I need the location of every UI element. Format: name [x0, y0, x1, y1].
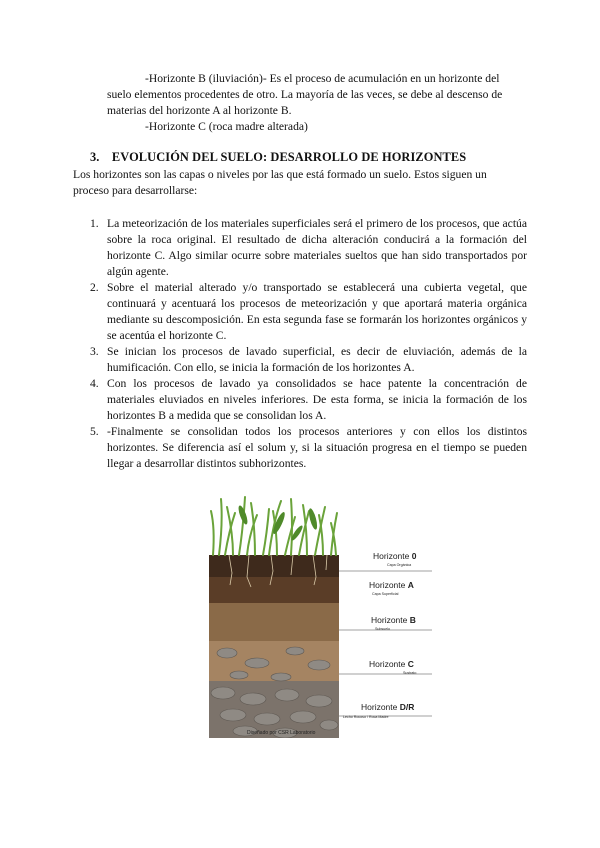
horizon-sub: Capa Orgánica: [387, 563, 412, 567]
horizon-b-line: materias del horizonte A al horizonte B.: [107, 104, 292, 117]
figure-credit: Diseñado por CSR Laboratorio: [247, 730, 316, 736]
lead-line: Los horizontes son las capas o niveles por las que está formado un suelo. Estos siguen un: [73, 168, 487, 181]
list-item: [90, 344, 527, 376]
item-number: 3.: [90, 345, 99, 358]
horizon-label-c: [369, 659, 416, 675]
horizon-label-0: [373, 551, 417, 567]
horizon-sub: Lecho Rocoso / Roca Madre: [343, 715, 389, 719]
horizon-sub: Sustrato: [403, 671, 417, 675]
grass: [211, 497, 337, 555]
list-item: [90, 376, 527, 424]
list-item: [90, 216, 527, 280]
item-number: 2.: [90, 281, 99, 294]
horizon-c-line: -Horizonte C (roca madre alterada): [145, 120, 308, 133]
steps-list: [90, 216, 527, 472]
lead-line: proceso para desarrollarse:: [73, 184, 198, 197]
svg-text:Horizonte C: Horizonte C: [369, 659, 414, 669]
item-number: 1.: [90, 217, 99, 230]
horizon-b-line: -Horizonte B (iluviación)- Es el proceso de acumulación en un horizonte del: [145, 72, 500, 85]
subsoil-layer: [209, 603, 339, 641]
svg-text:Horizonte D/R: Horizonte D/R: [361, 702, 415, 712]
horizon-sub: Subsuelo: [375, 627, 390, 631]
horizon-label-a: [369, 580, 414, 596]
list-item: [90, 424, 527, 472]
soil-column: [209, 555, 339, 738]
item-text: Sobre el material alterado y/o transportado se establecerá una cubierta vegetal, que continuará y acentuará los procesos de meteorización y que aportará materia orgánica mediante su descomposición. En esta segunda fase se formarán los horizontes orgánicos y se acentúa el horizonte C.: [107, 281, 527, 342]
item-text: Con los procesos de lavado ya consolidados se hace patente la concentración de materiales eluviados en niveles inferiores. De esta forma, se inicia la formación de los horizontes B a medida que se consolidan los A.: [107, 377, 527, 422]
section-lead: [73, 167, 527, 199]
horizon-b-line: suelo elementos procedentes de otro. La mayoría de las veces, se debe al descenso de: [107, 88, 503, 101]
section-title: EVOLUCIÓN DEL SUELO: DESARROLLO DE HORIZONTES: [111, 150, 467, 164]
item-number: 4.: [90, 377, 99, 390]
item-number: 5.: [90, 425, 99, 438]
list-item: [90, 280, 527, 344]
item-text: La meteorización de los materiales superficiales será el primero de los procesos, que actúa sobre la roca original. El resultado de dicha alteración conducirá a la formación del horizonte C. Algo similar ocurre sobre materiales sueltos que han sido transportados por algún agente.: [107, 217, 527, 278]
svg-text:Horizonte 0: Horizonte 0: [373, 551, 417, 561]
horizon-label-b: [371, 615, 416, 631]
topsoil-layer: [209, 577, 339, 603]
section-number: 3.: [90, 150, 100, 164]
section-heading: [90, 150, 466, 165]
horizon-sub: Capa Superficial: [372, 592, 399, 596]
soil-horizons-figure: [209, 493, 432, 738]
horizon-label-dr: [343, 702, 414, 719]
svg-text:Horizonte B: Horizonte B: [371, 615, 416, 625]
item-text: -Finalmente se consolidan todos los procesos anteriores y con ellos los distintos horizontes. Se diferencia así el solum y, si la situación progresa en el tiempo se pueden llegar a desarrollar distintos subhorizontes.: [107, 425, 527, 470]
organic-layer: [209, 555, 339, 577]
item-text: Se inician los procesos de lavado superficial, es decir de eluviación, además de la humificación. Con ello, se inicia la formación de los horizontes A.: [107, 345, 527, 374]
svg-text:Horizonte A: Horizonte A: [369, 580, 414, 590]
